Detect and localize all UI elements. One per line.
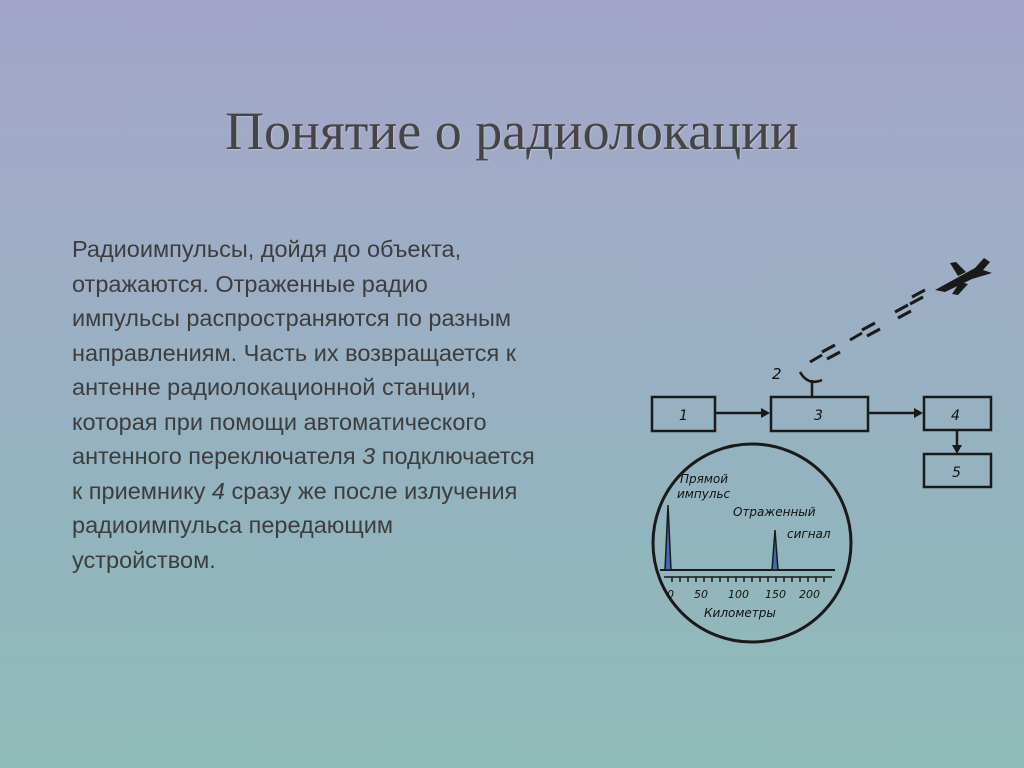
block-3-label: 3 — [814, 408, 823, 424]
text-line: радиоимпульса передающим — [72, 512, 394, 538]
text-fragment: подключается — [375, 443, 535, 469]
body-paragraph — [72, 232, 642, 577]
text-line: которая при помощи автоматического — [72, 408, 487, 435]
text-fragment: сразу же после излучения — [224, 477, 518, 504]
scale-tick-label: 50 — [694, 588, 708, 601]
block-5-label: 5 — [952, 465, 961, 481]
scale-tick-label: 100 — [728, 588, 749, 601]
radar-diagram — [640, 245, 1010, 655]
text-line — [72, 474, 642, 509]
reflected-pulse-peak — [772, 530, 778, 570]
text-fragment: к приемнику — [72, 477, 212, 504]
direct-pulse-label: Прямой — [680, 472, 729, 486]
switch-number: 3 — [362, 443, 376, 469]
reflected-signal-label: Отраженный — [733, 505, 816, 519]
slide-title: Понятие о радиолокации — [225, 101, 799, 161]
block-1-label: 1 — [679, 408, 688, 424]
scale-tick-label: 150 — [765, 588, 786, 601]
text-line: направлениям. Часть их возвращается к — [72, 339, 517, 366]
scale-tick-label: 0 — [667, 588, 674, 601]
aircraft-icon — [935, 258, 992, 295]
text-line: Радиоимпульсы, дойдя до объекта, — [72, 236, 462, 262]
antenna-label: 2 — [772, 365, 782, 383]
direct-pulse-peak — [665, 505, 671, 570]
signal-pulses — [810, 290, 925, 362]
text-line — [72, 439, 642, 474]
direct-pulse-label: импульс — [677, 487, 731, 501]
receiver-number: 4 — [211, 477, 225, 504]
reflected-signal-label: сигнал — [787, 527, 831, 541]
axis-label-kilometers: Километры — [704, 606, 776, 620]
text-line: устройством. — [72, 546, 216, 573]
block-4-label: 4 — [951, 408, 960, 424]
text-fragment: антенного переключателя — [72, 443, 363, 469]
scale-tick-label: 200 — [799, 588, 820, 601]
text-line: антенне радиолокационной станции, — [72, 374, 477, 400]
antenna-icon — [800, 372, 822, 397]
text-line: отражаются. Отраженные радио — [72, 270, 428, 297]
text-line: импульсы распространяются по разным — [72, 305, 512, 331]
